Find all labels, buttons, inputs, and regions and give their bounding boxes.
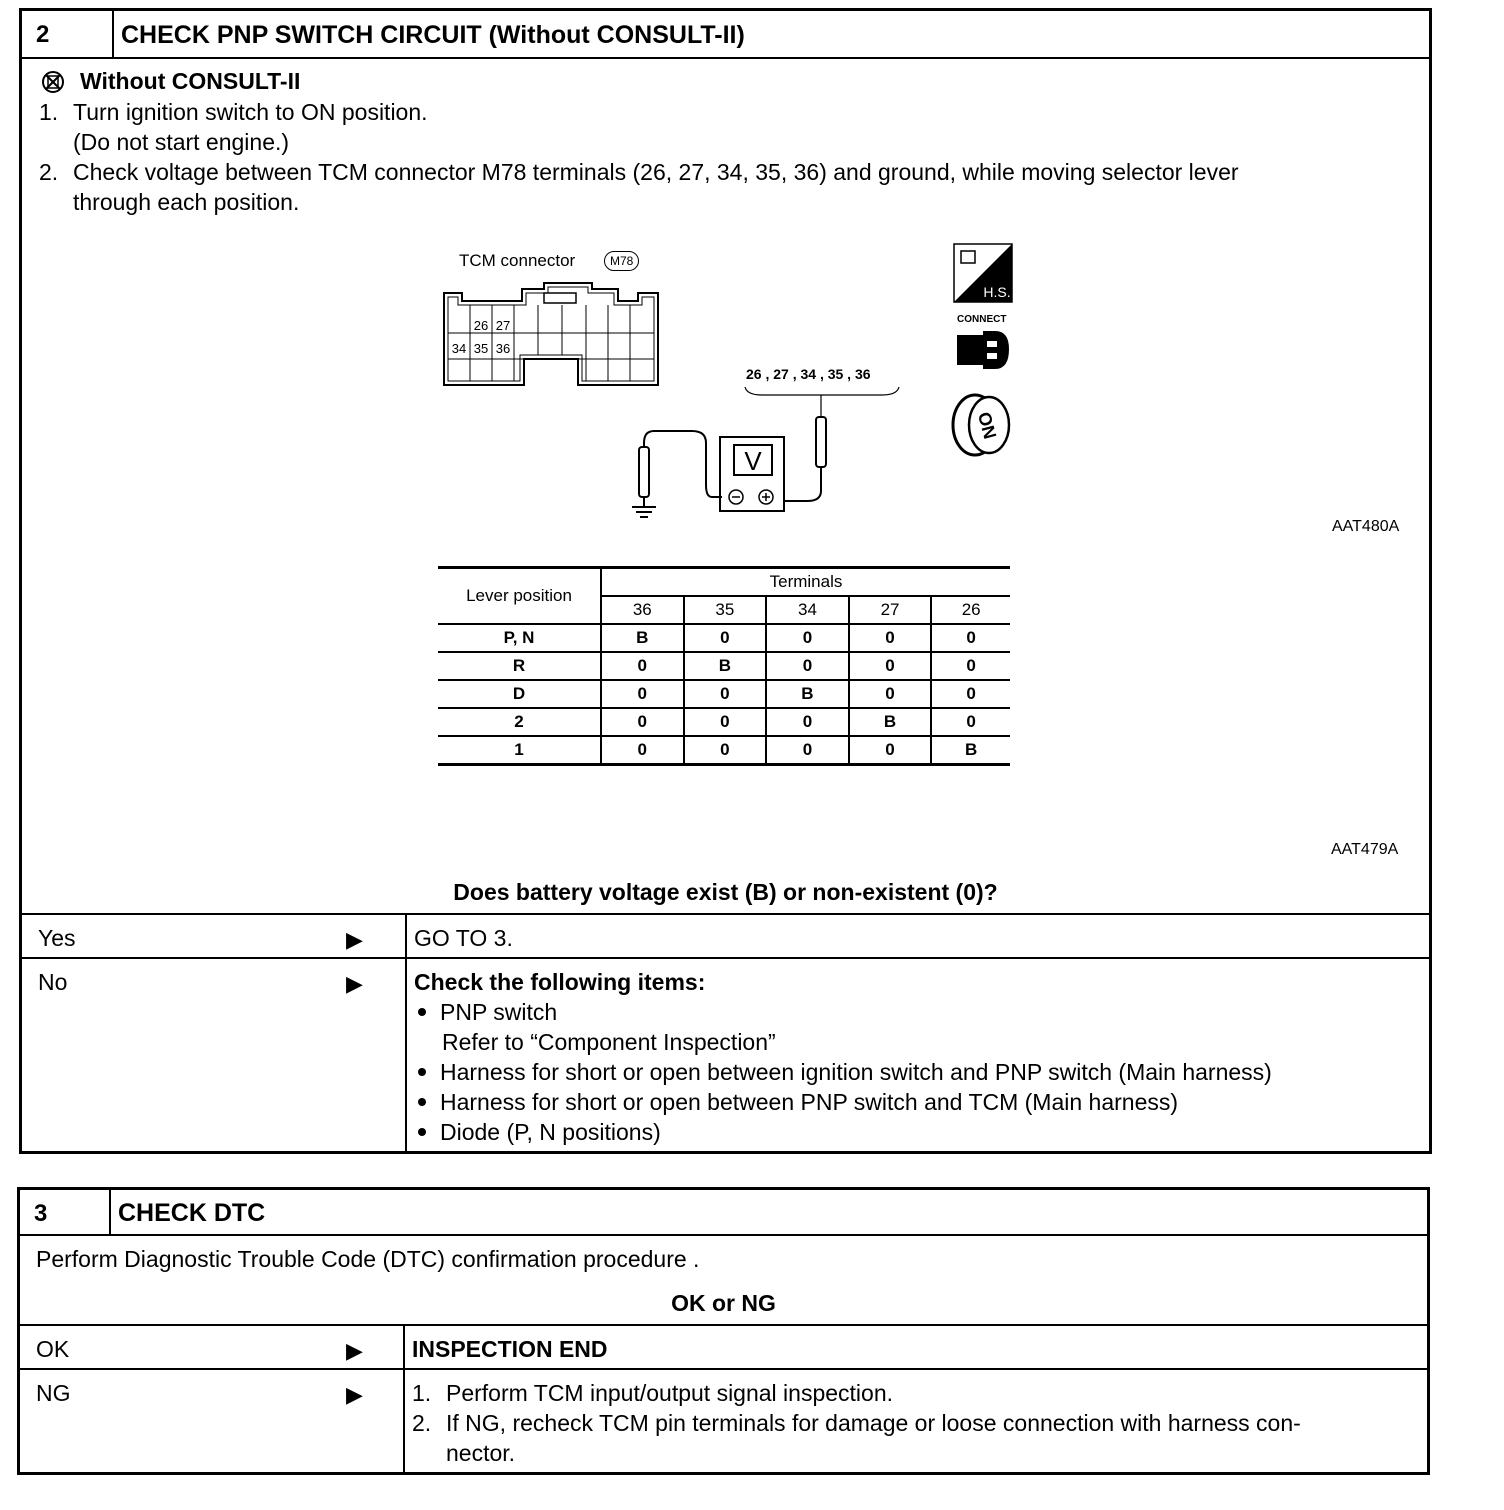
no-item-4 [414, 1119, 661, 1146]
step-1-num: 1. [39, 99, 59, 125]
no-item-1 [414, 999, 557, 1026]
ng-item-2: If NG, recheck TCM pin terminals for damage or loose connection with harness con- [446, 1410, 1301, 1436]
cell: 0 [766, 708, 849, 736]
cell: 0 [601, 680, 684, 708]
cell: 0 [849, 736, 932, 765]
no-item-3 [414, 1089, 1178, 1116]
no-consult-icon [41, 70, 65, 94]
col-26: 26 [961, 600, 981, 619]
no-arrow-icon: ▶ [346, 971, 363, 996]
row-pos: P, N [438, 624, 601, 652]
col-34: 34 [766, 596, 849, 624]
no-item-1-sub: Refer to “Component Inspection” [442, 1029, 776, 1055]
bullet-icon [418, 1128, 426, 1136]
voltmeter-diagram [602, 381, 922, 521]
table-row [438, 736, 1010, 765]
meter-v: V [744, 446, 762, 476]
table-row [438, 680, 1010, 708]
col-36: 36 [601, 596, 684, 624]
step2-title: CHECK PNP SWITCH CIRCUIT (Without CONSULT-II) [121, 21, 745, 49]
cell: 0 [849, 624, 932, 652]
connect-icon-label: CONNECT [957, 314, 1007, 325]
figure1-code: AAT480A [1332, 518, 1400, 535]
yes-arrow-icon: ▶ [346, 927, 363, 952]
cell: 0 [966, 656, 976, 675]
no-heading: Check the following items: [414, 969, 706, 995]
ok-row [20, 1326, 1427, 1370]
cell: B [965, 740, 978, 759]
step-1-line1: Turn ignition switch to ON position. [73, 99, 428, 125]
svg-text:H.S.: H.S. [983, 284, 1011, 300]
step-1-line2: (Do not start engine.) [73, 129, 290, 155]
col-35: 35 [684, 596, 767, 624]
pin-34: 34 [451, 341, 467, 356]
step3-title: CHECK DTC [118, 1199, 266, 1227]
pin-35: 35 [473, 341, 489, 356]
pin-27: 27 [495, 318, 511, 333]
yes-result: GO TO 3. [414, 925, 513, 951]
step3-question: OK or NG [671, 1290, 776, 1316]
cell: 0 [601, 736, 684, 765]
cell: 0 [684, 624, 767, 652]
ng-arrow-icon: ▶ [346, 1382, 363, 1407]
step3-body: Perform Diagnostic Trouble Code (DTC) confirmation procedure . [36, 1246, 700, 1272]
ok-arrow-icon: ▶ [346, 1338, 363, 1363]
hs-icon [953, 243, 1013, 303]
step2-number: 2 [36, 21, 50, 48]
bullet-icon [418, 1098, 426, 1106]
step3-number: 3 [34, 1200, 48, 1227]
terminal-table [438, 566, 1010, 766]
no-item-4-text: Diode (P, N positions) [440, 1119, 661, 1145]
ng-label: NG [36, 1380, 71, 1406]
no-row [22, 959, 1429, 1152]
svg-text:ON: ON [973, 409, 1001, 442]
cell: B [849, 708, 932, 736]
cell: B [766, 680, 849, 708]
cell: B [601, 624, 684, 652]
yes-label: Yes [38, 925, 76, 951]
cell: 0 [766, 624, 849, 652]
probe-terminals-label: 26 , 27 , 34 , 35 , 36 [746, 366, 871, 382]
ok-label: OK [36, 1336, 70, 1362]
cell: 0 [849, 680, 932, 708]
no-item-2 [414, 1059, 1272, 1086]
cell: B [684, 652, 767, 680]
cell: 0 [966, 628, 976, 647]
ok-result: INSPECTION END [412, 1336, 608, 1362]
cell: 0 [684, 736, 767, 765]
row-pos: R [438, 652, 601, 680]
step2-question-row [22, 869, 1429, 915]
table-code: AAT479A [1331, 841, 1399, 858]
tcm-connector-label: TCM connector [459, 251, 576, 270]
ng-item-1-num: 1. [412, 1380, 432, 1406]
connector-badge: M78 [604, 251, 639, 271]
cell: 0 [684, 708, 767, 736]
cell: 0 [684, 680, 767, 708]
step2-subheading: Without CONSULT-II [80, 68, 301, 94]
col-27: 27 [849, 596, 932, 624]
bullet-icon [418, 1008, 426, 1016]
step2-header [22, 11, 1429, 59]
table-row [438, 624, 1010, 652]
bullet-icon [418, 1068, 426, 1076]
cell: 0 [966, 684, 976, 703]
tcm-connector-diagram [442, 281, 664, 391]
step-2-line2: through each position. [73, 189, 300, 215]
step3-header [20, 1190, 1427, 1236]
cell: 0 [601, 652, 684, 680]
cell: 0 [766, 736, 849, 765]
ng-item-1: Perform TCM input/output signal inspection. [446, 1380, 894, 1406]
cell: 0 [966, 712, 976, 731]
ng-row [20, 1370, 1427, 1475]
cell: 0 [601, 708, 684, 736]
cell: 0 [849, 652, 932, 680]
cell: 0 [766, 652, 849, 680]
pin-26: 26 [473, 318, 489, 333]
lever-position-header: Lever position [438, 568, 601, 625]
no-label: No [38, 969, 68, 995]
step2-question: Does battery voltage exist (B) or non-existent (0)? [453, 879, 998, 905]
table-row [438, 708, 1010, 736]
no-item-3-text: Harness for short or open between PNP switch and TCM (Main harness) [440, 1089, 1179, 1115]
step3-box [17, 1187, 1430, 1475]
step-2-num: 2. [39, 159, 59, 185]
ng-item-2-cont: nector. [446, 1440, 516, 1466]
row-pos: D [438, 680, 601, 708]
row-pos: 1 [438, 736, 601, 765]
step2-box [19, 8, 1432, 1154]
no-item-1-text: PNP switch [440, 999, 558, 1025]
no-item-2-text: Harness for short or open between ignition switch and PNP switch (Main harness) [440, 1059, 1272, 1085]
yes-row [22, 915, 1429, 959]
ng-item-2-num: 2. [412, 1410, 432, 1436]
table-row [438, 652, 1010, 680]
connect-icon [953, 327, 1013, 373]
pin-36: 36 [495, 341, 511, 356]
row-pos: 2 [438, 708, 601, 736]
step-2-line1: Check voltage between TCM connector M78 terminals (26, 27, 34, 35, 36) and ground, while moving selector lever [73, 159, 1239, 185]
step3-question-row [20, 1236, 1427, 1326]
terminals-header: Terminals [601, 568, 1010, 597]
ignition-on-icon [949, 389, 1017, 459]
